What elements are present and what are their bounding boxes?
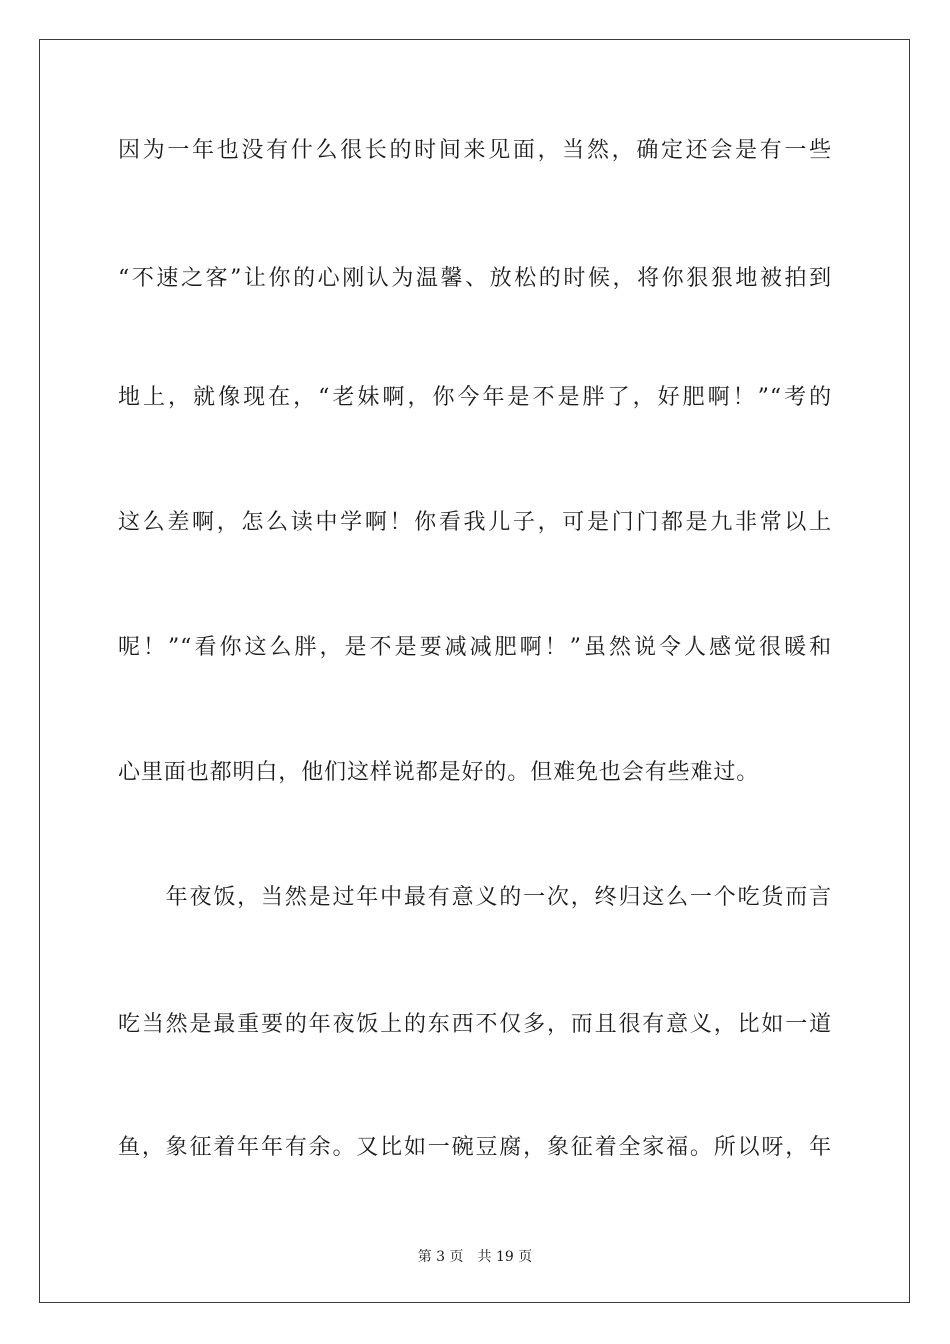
paragraph-line-1: 因为一年也没有什么很长的时间来见面，当然，确定还会是有一些: [118, 138, 832, 163]
page-footer: [0, 1248, 950, 1266]
paragraph-line-2: “不速之客”让你的心刚认为温馨、放松的时候，将你狠狠地被拍到: [118, 266, 832, 291]
page-total: 共 19 页: [477, 1249, 533, 1265]
paragraph-line-5: 呢！”“看你这么胖，是不是要减减肥啊！”虽然说令人感觉很暖和: [118, 635, 832, 660]
paragraph-line-4: 这么差啊，怎么读中学啊！你看我儿子，可是门门都是九非常以上: [118, 510, 832, 535]
paragraph-line-8: 吃当然是最重要的年夜饭上的东西不仅多，而且很有意义，比如一道: [118, 1012, 832, 1037]
page-number: 第 3 页: [417, 1249, 464, 1265]
paragraph-line-9: 鱼，象征着年年有余。又比如一碗豆腐，象征着全家福。所以呀，年: [118, 1135, 832, 1160]
paragraph-line-7: 年夜饭，当然是过年中最有意义的一次，终归这么一个吃货而言: [118, 885, 832, 910]
paragraph-line-6: 心里面也都明白，他们这样说都是好的。但难免也会有些难过。: [118, 760, 760, 785]
page-border: [39, 39, 910, 1303]
paragraph-line-3: 地上，就像现在，“老妹啊，你今年是不是胖了，好肥啊！”“考的: [118, 385, 832, 410]
